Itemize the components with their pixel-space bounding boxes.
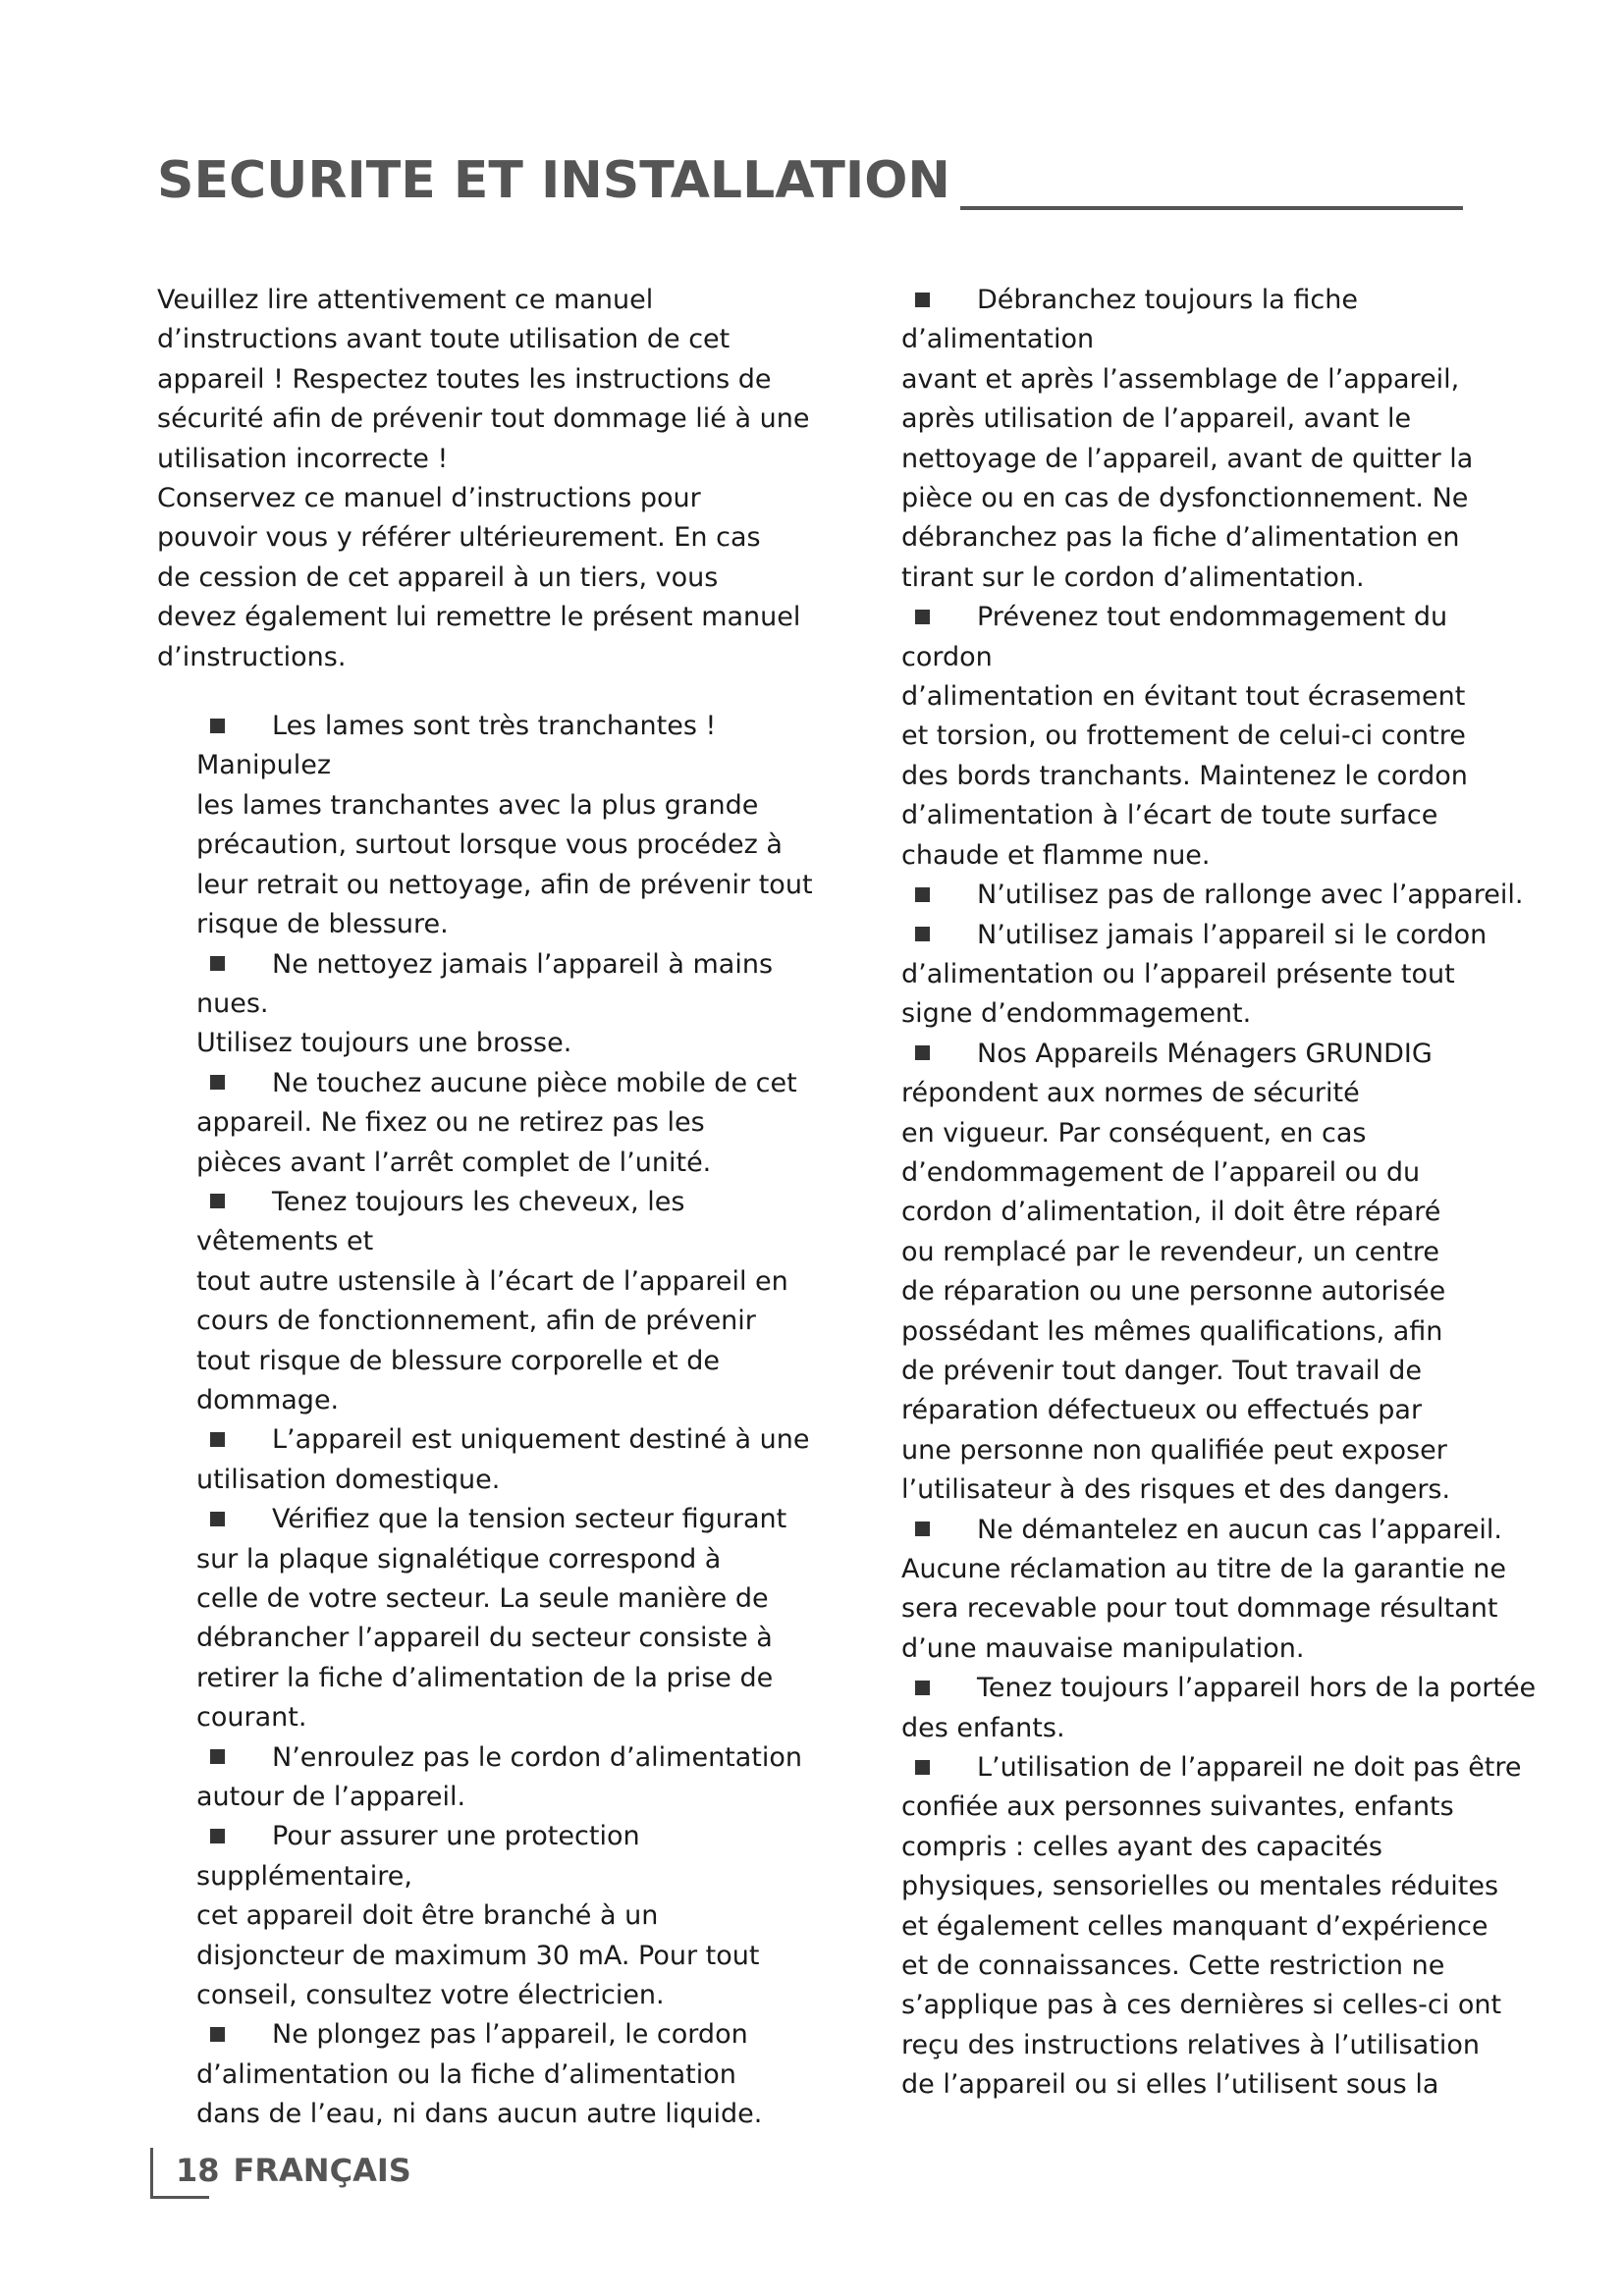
- list-item-text: N’utilisez jamais l’appareil si le cordon d’alimentation ou l’appareil présente tout signe d’endommagement.: [901, 919, 1488, 1030]
- list-item-text: L’utilisation de l’appareil ne doit pas être confiée aux personnes suivantes, enfants compris : celles ayant des capacités physiques, sensorielles ou mentales réduites et également celles manquant d’expérience et de connaissances. Cette restriction ne s’applique pas à ces dernières si celles-ci ont reçu des instructions relatives à l’utilisation de l’appareil ou si elles l’utilisent sous la: [901, 1752, 1522, 2101]
- square-bullet-icon: [210, 719, 225, 733]
- list-item-text: Les lames sont très tranchantes ! Manipulez les lames tranchantes avec la plus grande précaution, surtout lorsque vous procédez à leur retrait ou nettoyage, afin de prévenir tout risque de blessure.: [196, 711, 813, 940]
- square-bullet-icon: [210, 1075, 225, 1090]
- intro-paragraph-1: Veuillez lire attentivement ce manuel d’instructions avant toute utilisation de cet appareil ! Respectez toutes les instructions de sécurité afin de prévenir tout dommage lié à une utilisation incorrecte !: [157, 285, 810, 474]
- square-bullet-icon: [210, 1432, 225, 1447]
- list-item-text: Tenez toujours l’appareil hors de la portée des enfants.: [901, 1673, 1537, 1743]
- list-item: [901, 1669, 1538, 1748]
- footer-horizontal-rule: [150, 2196, 209, 2199]
- list-item: [196, 2015, 835, 2134]
- list-item: [901, 876, 1538, 915]
- page-title: SECURITE ET INSTALLATION: [157, 151, 950, 210]
- square-bullet-icon: [210, 1749, 225, 1764]
- list-item-text: Ne démantelez en aucun cas l’appareil. Aucune réclamation au titre de la garantie ne sera recevable pour tout dommage résultant d’une mauvaise manipulation.: [901, 1514, 1507, 1664]
- square-bullet-icon: [210, 1512, 225, 1526]
- list-item: [196, 1817, 835, 2015]
- footer-label: [176, 2148, 411, 2193]
- list-item-text: Ne touchez aucune pièce mobile de cet appareil. Ne fixez ou ne retirez pas les pièces avant l’arrêt complet de l’unité.: [196, 1067, 797, 1178]
- list-item-text: Ne plongez pas l’appareil, le cordon d’alimentation ou la fiche d’alimentation dans de l’eau, ni dans aucun autre liquide.: [196, 2019, 763, 2130]
- list-item: [901, 281, 1538, 598]
- square-bullet-icon: [915, 887, 930, 902]
- left-bullet-list: [157, 707, 835, 2135]
- square-bullet-icon: [915, 610, 930, 624]
- list-item-text: Prévenez tout endommagement du cordon d’alimentation en évitant tout écrasement et torsion, ou frottement de celui-ci contre des bords tranchants. Maintenez le cordon d’alimentation à l’écart de toute surface chaude et flamme nue.: [901, 602, 1468, 871]
- list-item: [901, 598, 1538, 876]
- list-item: [196, 707, 835, 944]
- list-item-text: Nos Appareils Ménagers GRUNDIG répondent aux normes de sécurité en vigueur. Par conséquent, en cas d’endommagement de l’appareil ou du cordon d’alimentation, il doit être réparé ou remplacé par le revendeur, un centre de réparation ou une personne autorisée possédant les mêmes qualifications, afin de prévenir tout danger. Tout travail de réparation défectueux ou effectués par une personne non qualifiée peut exposer l’utilisateur à des risques et des dangers.: [901, 1038, 1451, 1506]
- list-item: [196, 1738, 835, 1818]
- square-bullet-icon: [915, 1522, 930, 1536]
- list-item-text: Débranchez toujours la fiche d’alimentation avant et après l’assemblage de l’appareil, après utilisation de l’appareil, avant le nettoyage de l’appareil, avant de quitter la pièce ou en cas de dysfonctionnement. Ne débranchez pas la fiche d’alimentation en tirant sur le cordon d’alimentation.: [901, 285, 1474, 593]
- square-bullet-icon: [210, 2027, 225, 2042]
- list-item: [901, 1035, 1538, 1511]
- list-item: [901, 1511, 1538, 1670]
- square-bullet-icon: [915, 927, 930, 941]
- list-item-text: Vérifiez que la tension secteur figurant sur la plaque signalétique correspond à celle de votre secteur. La seule manière de débrancher l’appareil du secteur consiste à retirer la fiche d’alimentation de la prise de courant.: [196, 1504, 787, 1734]
- language-label: FRANÇAIS: [233, 2152, 411, 2189]
- intro-paragraph-2: Conservez ce manuel d’instructions pour pouvoir vous y référer ultérieurement. En cas de cession de cet appareil à un tiers, vous devez également lui remettre le présent manuel d’instructions.: [157, 483, 801, 672]
- square-bullet-icon: [210, 1194, 225, 1208]
- list-item-text: L’appareil est uniquement destiné à une utilisation domestique.: [196, 1424, 810, 1495]
- right-column: [901, 281, 1538, 2106]
- square-bullet-icon: [915, 1760, 930, 1775]
- list-item: [196, 1183, 835, 1420]
- list-item-text: N’utilisez pas de rallonge avec l’appareil.: [977, 880, 1524, 911]
- square-bullet-icon: [210, 1829, 225, 1843]
- left-column: [157, 281, 835, 2135]
- list-item-text: N’enroulez pas le cordon d’alimentation autour de l’appareil.: [196, 1741, 803, 1813]
- list-item: [196, 1420, 835, 1500]
- square-bullet-icon: [210, 956, 225, 971]
- list-item: [901, 1748, 1538, 2106]
- list-item: [901, 916, 1538, 1035]
- list-item: [196, 1500, 835, 1737]
- page-number: 18: [176, 2152, 220, 2189]
- list-item: [196, 1064, 835, 1183]
- list-item-text: Ne nettoyez jamais l’appareil à mains nues. Utilisez toujours une brosse.: [196, 948, 774, 1059]
- footer-vertical-rule: [150, 2148, 153, 2199]
- list-item-text: Tenez toujours les cheveux, les vêtements et tout autre ustensile à l’écart de l’appareil en cours de fonctionnement, afin de prévenir tout risque de blessure corporelle et de dommage.: [196, 1186, 788, 1415]
- square-bullet-icon: [915, 1681, 930, 1695]
- square-bullet-icon: [915, 1045, 930, 1060]
- list-item-text: Pour assurer une protection supplémentaire, cet appareil doit être branché à un disjoncteur de maximum 30 mA. Pour tout conseil, consultez votre électricien.: [196, 1821, 760, 2011]
- list-item: [196, 945, 835, 1064]
- square-bullet-icon: [915, 293, 930, 307]
- title-underline-rule: [960, 206, 1463, 210]
